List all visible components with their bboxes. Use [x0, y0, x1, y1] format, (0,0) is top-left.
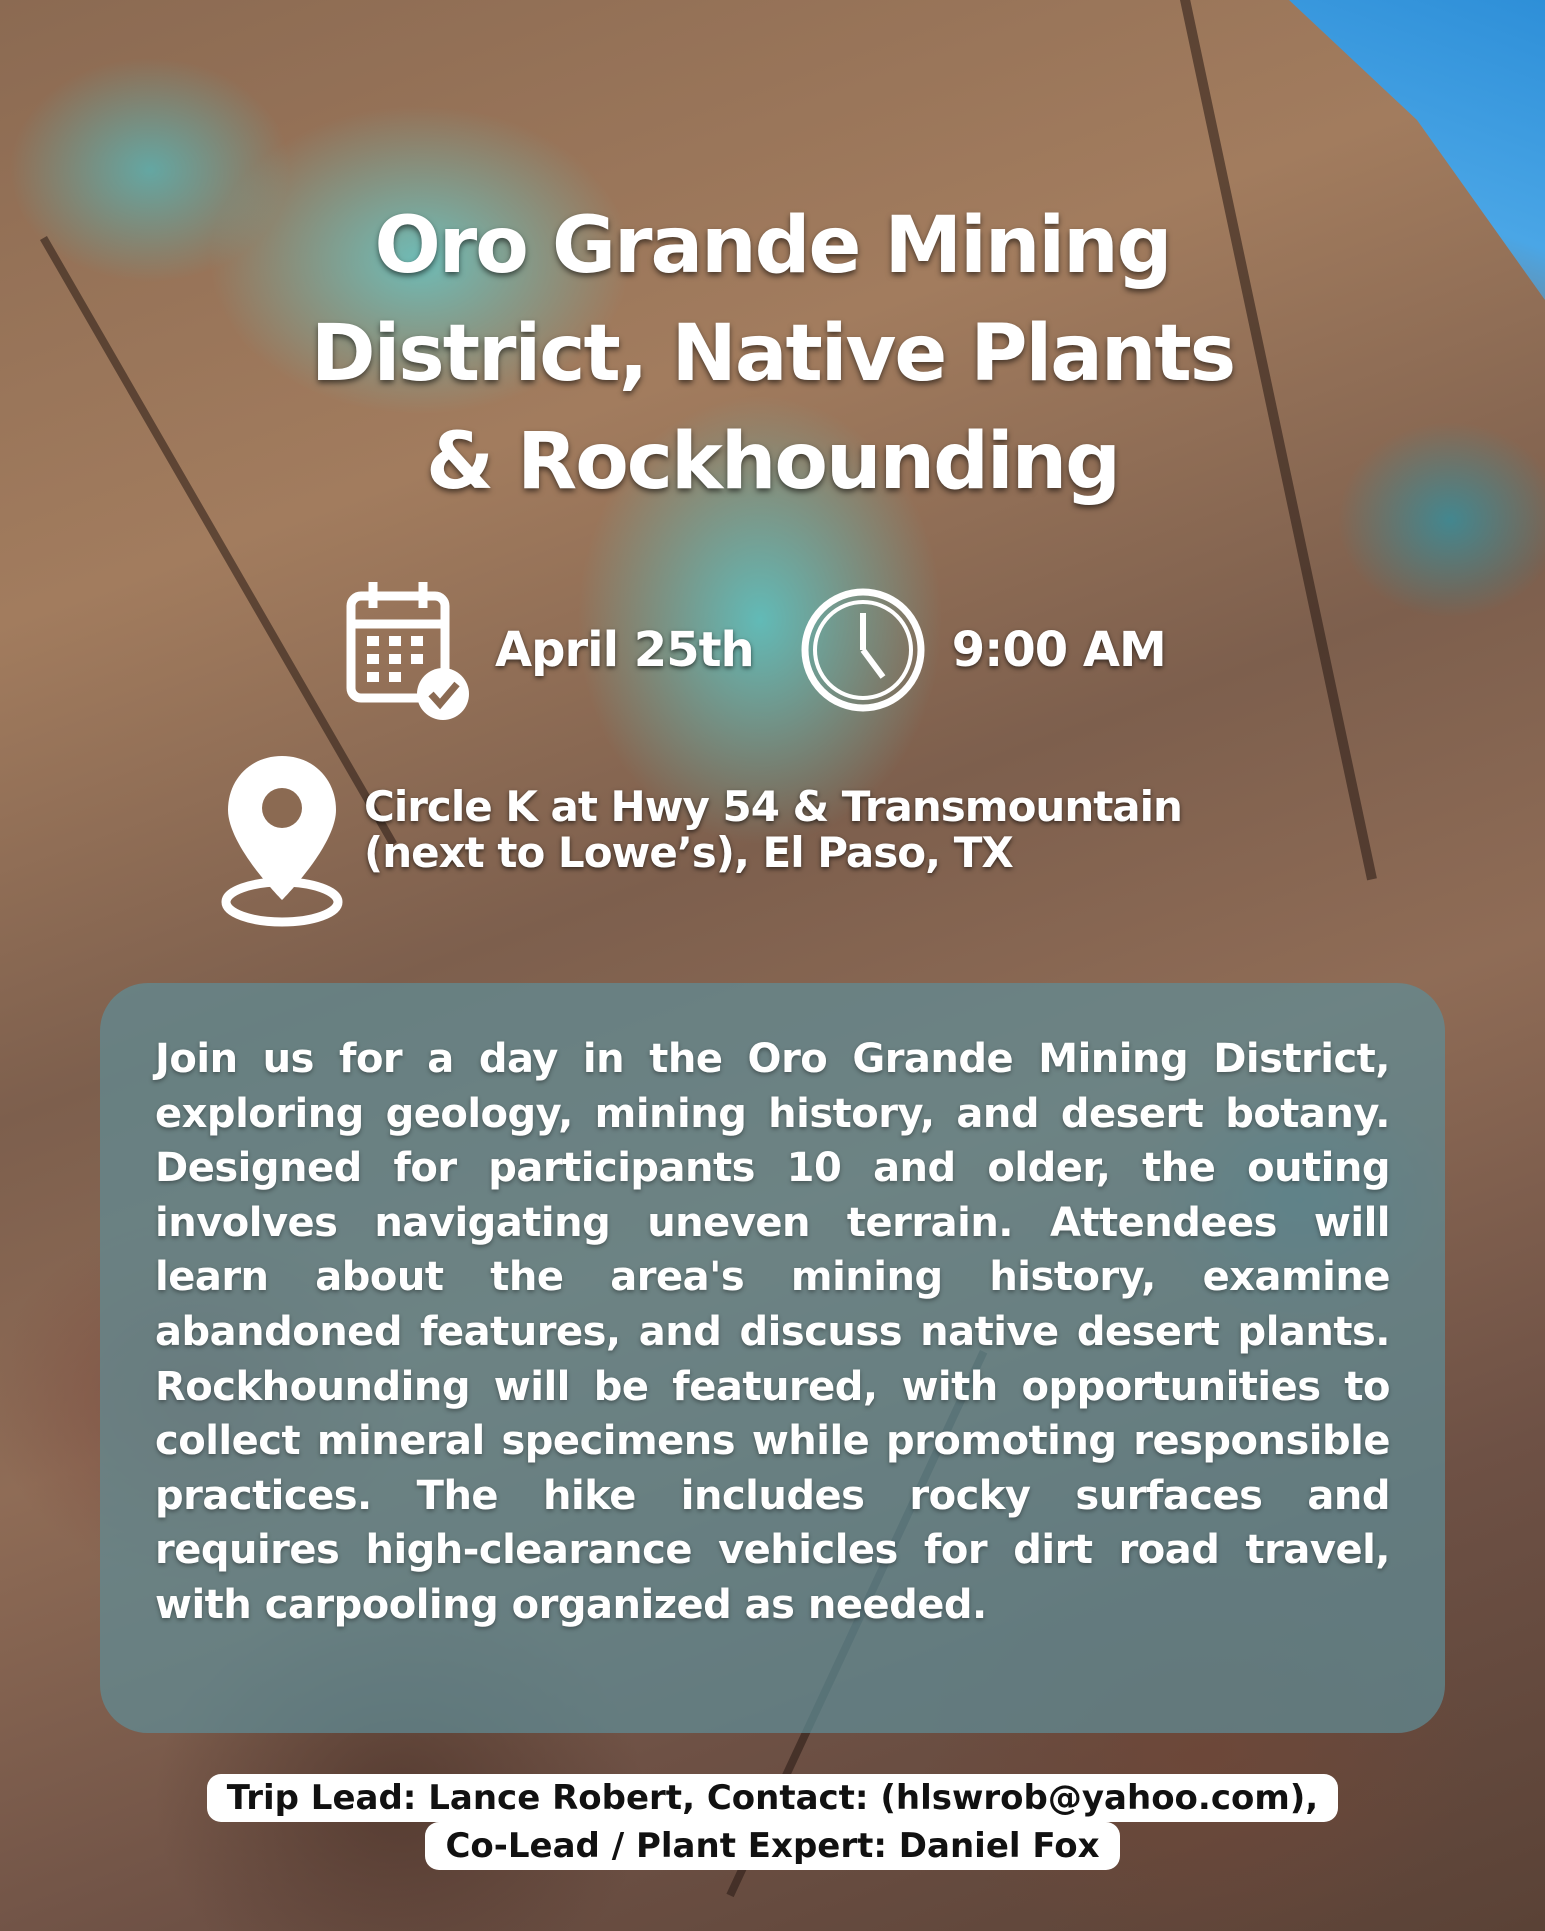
contact-line: Trip Lead: Lance Robert, Contact: (hlswrob@yahoo.com),	[207, 1774, 1338, 1822]
map-pin-icon	[220, 750, 344, 930]
clock-icon	[798, 585, 928, 715]
location-line: Circle K at Hwy 54 & Transmountain	[364, 782, 1182, 831]
event-time: 9:00 AM	[951, 622, 1166, 678]
title-line: District, Native Plants	[310, 309, 1235, 399]
contact-line: Co-Lead / Plant Expert: Daniel Fox	[425, 1822, 1119, 1870]
event-description: Join us for a day in the Oro Grande Mining District, exploring geology, mining history, and desert botany. Designed for participants 10 and older, the outing involves navigating uneven terrain. Attendees will learn about the area's mining history, examine abandoned features, and discuss native desert plants. Rockhounding will be featured, with opportunities to collect mineral specimens while promoting responsible practices. The hike includes rocky surfaces and requires high-clearance vehicles for dirt road travel, with carpooling organized as needed.	[155, 1036, 1390, 1628]
event-title	[0, 192, 1545, 516]
title-line: & Rockhounding	[425, 417, 1120, 507]
calendar-check-icon	[345, 578, 475, 722]
location-row	[220, 750, 1182, 930]
title-line: Oro Grande Mining	[374, 201, 1171, 291]
contact-info	[0, 1774, 1545, 1870]
event-date: April 25th	[495, 622, 754, 678]
date-time-row	[345, 578, 1166, 722]
location-line: (next to Lowe’s), El Paso, TX	[364, 828, 1013, 877]
location-text	[364, 784, 1182, 876]
